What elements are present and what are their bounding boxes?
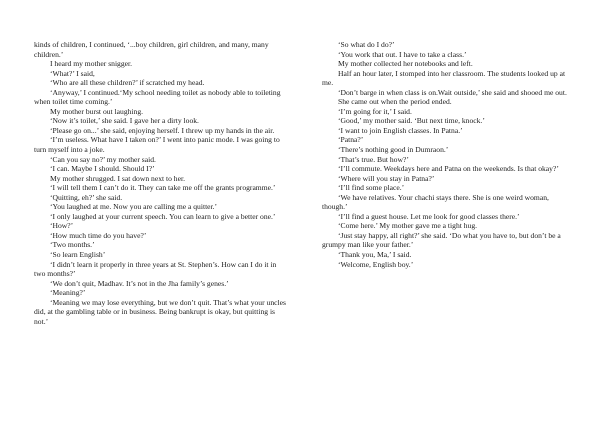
left-page-column [34,40,286,326]
paragraph: ‘There’s nothing good in Dumraon.’ [338,145,449,155]
paragraph: My mother shrugged. I sat down next to her. [50,173,185,183]
paragraph: ‘Quitting, eh?’ she said. [50,192,123,202]
paragraph: ‘Two months.’ [50,240,95,250]
paragraph: ‘We have relatives. Your chachi stays there. She is one weird woman, though.’ [322,192,549,212]
paragraph: ‘That’s true. But how?’ [338,154,409,164]
paragraph: ‘Now it’s toilet,’ she said. I gave her a dirty look. [50,116,199,126]
paragraph: ‘So what do I do?’ [338,40,395,49]
paragraph: ‘Please go on...’ she said, enjoying herself. I threw up my hands in the air. [50,125,275,135]
paragraph: ‘Don’t barge in when class is on.Wait outside,’ she said and shooed me out. [338,87,567,97]
paragraph: ‘How?’ [50,221,74,231]
paragraph: I heard my mother snigger. [50,59,133,69]
paragraph: ‘Just stay happy, all right?’ she said. ‘Do what you have to, but don’t be a grumpy man like your father.’ [322,230,561,250]
paragraph: ‘Thank you, Ma,’ I said. [338,250,412,260]
paragraph: ‘Welcome, English boy.’ [338,259,414,269]
paragraph: ‘Anyway,’ I continued.‘My school needing toilet as nobody able to toileting when toilet time coming.’ [34,87,281,107]
paragraph: ‘I’ll commute. Weekdays here and Patna on the weekends. Is that okay?’ [338,164,559,174]
paragraph: ‘How much time do you have?’ [50,230,147,240]
paragraph: ‘We don’t quit, Madhav. It’s not in the Jha family’s genes.’ [50,278,229,288]
paragraph: She came out when the period ended. [338,97,452,107]
paragraph: ‘Where will you stay in Patna?’ [338,173,435,183]
paragraph: ‘Come here.’ My mother gave me a tight hug. [338,221,478,231]
paragraph: ‘I want to join English classes. In Patna.’ [338,125,463,135]
paragraph: ‘What?’ I said, [50,68,95,78]
paragraph: ‘I didn’t learn it properly in three years at St. Stephen’s. How can I do it in two months?’ [34,259,277,279]
paragraph: ‘I’ll find some place.’ [338,183,405,193]
paragraph: ‘You work that out. I have to take a class.’ [338,49,467,59]
paragraph: ‘Patna?’ [338,135,364,145]
paragraph: ‘I’ll find a guest house. Let me look for good classes there.’ [338,211,520,221]
paragraph: ‘I only laughed at your current speech. You can learn to give a better one.’ [50,211,276,221]
paragraph: ‘I’m going for it,’ I said. [338,106,412,116]
paragraph: ‘You laughed at me. Now you are calling me a quitter.’ [50,202,218,212]
right-page-column [322,40,568,269]
paragraph: ‘Meaning we may lose everything, but we don’t quit. That’s what your uncles did, at the gambling table or in business. Being bankrupt is okay, but quitting is not.’ [34,297,286,326]
paragraph: ‘So learn English’ [50,250,106,260]
paragraph: My mother collected her notebooks and left. [338,59,473,69]
paragraph: ‘Good,’ my mother said. ‘But next time, knock.’ [338,116,485,126]
paragraph: My mother burst out laughing. [50,106,144,116]
paragraph: ‘I can. Maybe I should. Should I?’ [50,164,155,174]
paragraph: ‘Who are all these children?’ if scratched my head. [50,78,205,88]
paragraph: ‘Can you say no?’ my mother said. [50,154,156,164]
paragraph: ‘I’m useless. What have I taken on?’ I went into panic mode. I was going to turn myself into a joke. [34,135,280,155]
paragraph: ‘I will tell them I can’t do it. They can take me off the grants programme.’ [50,183,276,193]
paragraph: kinds of children, I continued, ‘...boy children, girl children, and many, many children.’ [34,40,269,59]
paragraph: ‘Meaning?’ [50,288,86,298]
paragraph: Half an hour later, I stomped into her classroom. The students looked up at me. [322,68,566,88]
